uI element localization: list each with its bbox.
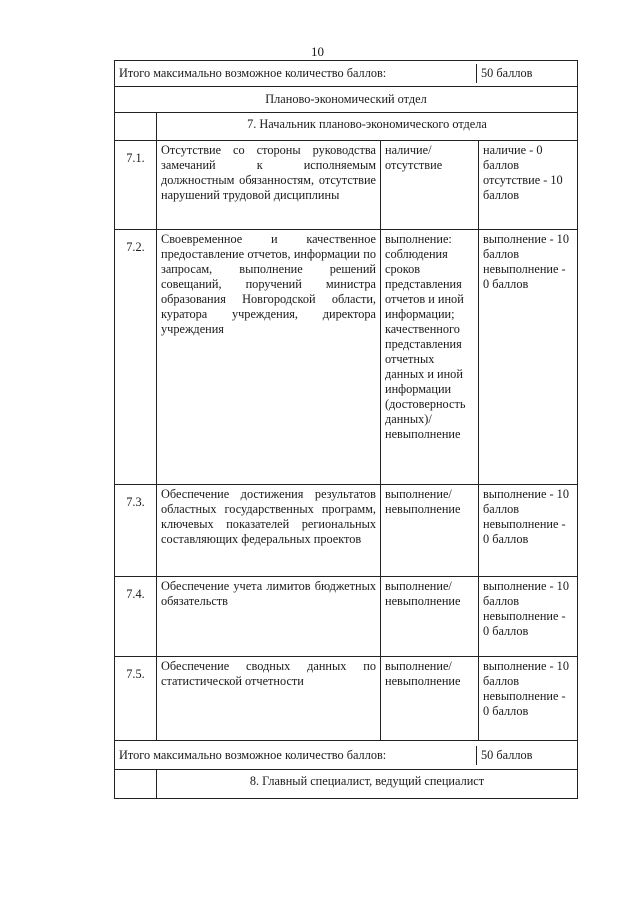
row-condition: выполнение/невыполнение: [381, 485, 479, 576]
table-row: [115, 485, 577, 577]
row-score: выполнение - 10 баллов невыполнение - 0 баллов: [483, 232, 569, 291]
row-number: 7.2.: [115, 230, 157, 484]
section-8-header-row: [115, 770, 577, 798]
score-table: [114, 60, 578, 799]
table-row: [115, 230, 577, 485]
row-criterion: Отсутствие со стороны руководства замечаний к исполняемым должностным обязанностям, отсутствие нарушений трудовой дисциплины: [157, 141, 381, 229]
section-7-gutter: [115, 113, 157, 140]
row-number: 7.4.: [115, 577, 157, 656]
total-row-top: [115, 61, 577, 87]
section-8-title: 8. Главный специалист, ведущий специалист: [249, 774, 485, 788]
department-title: Планово-экономический отдел: [265, 92, 427, 106]
row-score: выполнение - 10 баллов невыполнение - 0 баллов: [483, 579, 569, 638]
row-score: выполнение - 10 баллов невыполнение - 0 баллов: [483, 487, 569, 546]
row-condition: наличие/отсутствие: [381, 141, 479, 229]
row-condition: выполнение/невыполнение: [381, 657, 479, 740]
total-value: 50 баллов: [481, 66, 533, 80]
row-criterion: Обеспечение сводных данных по статистической отчетности: [157, 657, 381, 740]
row-criterion: Обеспечение учета лимитов бюджетных обязательств: [157, 577, 381, 656]
row-condition: выполнение: соблюдения сроков представления отчетов и иной информации; качественного представления отчетных данных и иной информации (достоверность данных)/невыполнение: [381, 230, 479, 484]
row-number: 7.3.: [115, 485, 157, 576]
total-label: Итого максимально возможное количество баллов:: [115, 746, 477, 765]
row-criterion: Своевременное и качественное предоставление отчетов, информации по запросам, выполнение решений совещаний, поручений министра образования Новгородской области, куратора учреждения, директора учреждения: [157, 230, 381, 484]
table-row: [115, 577, 577, 657]
total-label: Итого максимально возможное количество баллов:: [115, 64, 477, 83]
department-row: [115, 87, 577, 113]
total-value: 50 баллов: [481, 747, 533, 762]
row-criterion: Обеспечение достижения результатов областных государственных программ, ключевых показателей региональных составляющих федеральных проектов: [157, 485, 381, 576]
section-8-gutter: [115, 770, 157, 798]
row-score: наличие - 0 баллов отсутствие - 10 баллов: [483, 143, 563, 202]
row-condition: выполнение/невыполнение: [381, 577, 479, 656]
section-7-header-row: [115, 113, 577, 141]
section-7-title: 7. Начальник планово-экономического отдела: [247, 117, 487, 131]
total-row-bottom: [115, 741, 577, 770]
table-row: [115, 657, 577, 741]
row-number: 7.1.: [115, 141, 157, 229]
page-number: 10: [311, 44, 324, 59]
row-score: выполнение - 10 баллов невыполнение - 0 баллов: [483, 659, 569, 718]
row-number: 7.5.: [115, 657, 157, 740]
table-row: [115, 141, 577, 230]
